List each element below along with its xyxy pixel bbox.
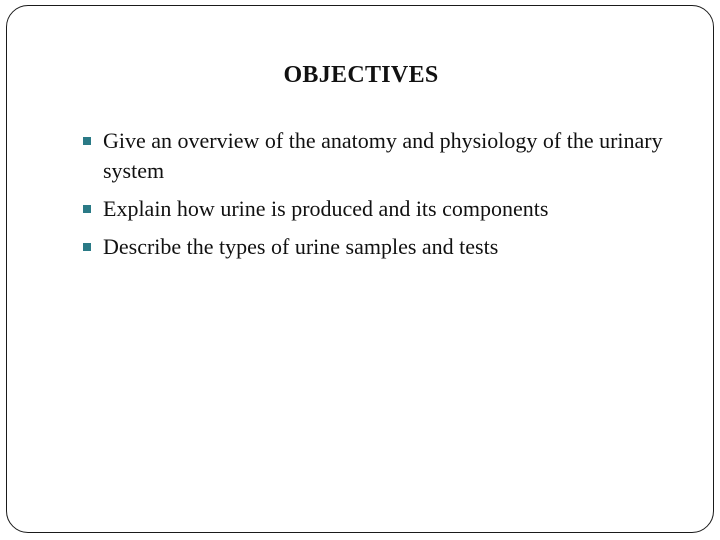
list-item-text: Give an overview of the anatomy and physiology of the urinary system bbox=[103, 128, 663, 183]
square-bullet-icon bbox=[83, 243, 91, 251]
list-item-text: Explain how urine is produced and its components bbox=[103, 196, 549, 221]
square-bullet-icon bbox=[83, 205, 91, 213]
list-item bbox=[81, 232, 671, 262]
objectives-list bbox=[81, 126, 671, 270]
square-bullet-icon bbox=[83, 137, 91, 145]
slide-frame bbox=[6, 5, 714, 533]
list-item bbox=[81, 194, 671, 224]
slide-title: OBJECTIVES bbox=[283, 62, 439, 88]
list-item-text: Describe the types of urine samples and tests bbox=[103, 234, 499, 259]
list-item bbox=[81, 126, 671, 186]
